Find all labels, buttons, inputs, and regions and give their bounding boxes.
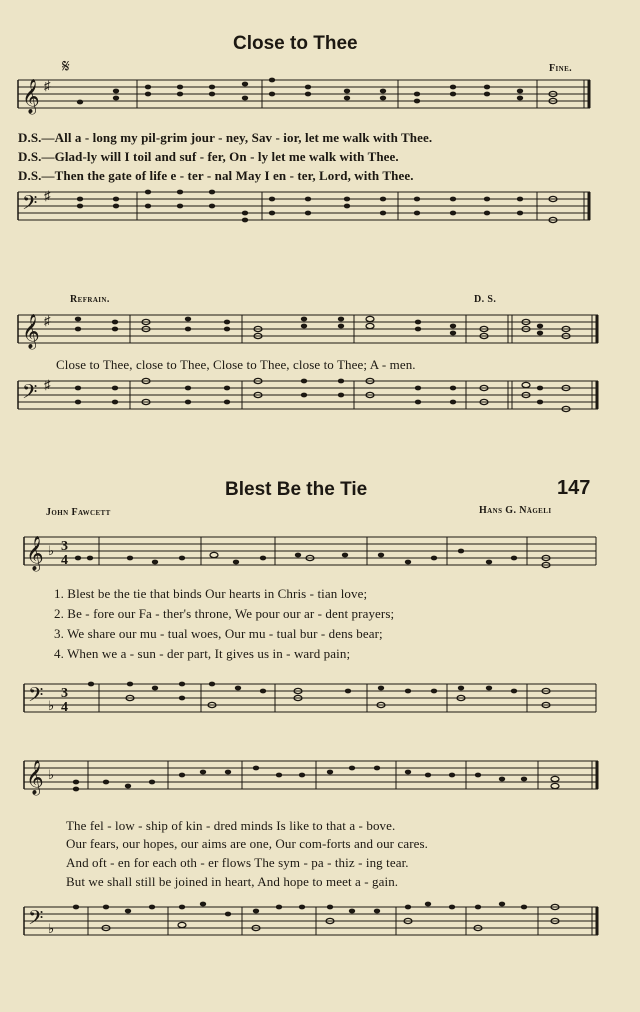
svg-text:♭: ♭ [48,921,55,936]
verse-line: 4. When we a - sun - der part, It gives us in - ward pain; [54,646,351,661]
music-staff-bass [0,903,640,955]
svg-text:♯: ♯ [44,377,51,392]
time-signature-bottom: 4 [61,553,68,568]
verse-line: The fel - low - ship of kin - dred minds Is like to that a - bove. [66,818,396,833]
verse-line: And oft - en for each oth - er flows The sym - pa - thiz - ing tear. [66,855,409,870]
svg-text:𝄢: 𝄢 [28,908,44,934]
music-staff-bass [0,680,640,732]
verse-line: D.S.—Glad-ly will I toil and suf - fer, On - ly let me walk with Thee. [18,149,399,164]
hymn-title: Close to Thee [233,33,358,54]
time-signature-top: 3 [61,539,68,554]
refrain-label: Refrain. [70,294,110,305]
svg-text:𝄞: 𝄞 [22,80,40,113]
note-heads [77,78,523,105]
hymn-number: 147 [557,477,591,499]
segno-sign: 𝄋 [62,56,70,76]
verse-line: But we shall still be joined in heart, And hope to meet a - gain. [66,874,399,889]
verse-line: 2. Be - fore our Fa - ther's throne, We pour our ar - dent prayers; [54,606,395,621]
svg-text:𝄞: 𝄞 [26,537,44,570]
svg-text:𝄢: 𝄢 [22,193,38,219]
svg-text:𝄞: 𝄞 [22,315,40,348]
svg-text:♯: ♯ [44,313,51,328]
fine-marking: Fine. [549,63,573,74]
svg-text:𝄢: 𝄢 [22,382,38,408]
music-staff-bass [0,188,640,238]
verse-line: 1. Blest be the tie that binds Our hearts in Chris - tian love; [54,586,368,601]
verse-line: D.S.—All a - long my pil-grim jour - ney, Sav - ior, let me walk with Thee. [18,130,433,145]
verse-line: D.S.—Then the gate of life e - ter - nal May I en - ter, Lord, with Thee. [18,168,414,183]
ds-marking: D. S. [474,294,497,305]
svg-text:𝄢: 𝄢 [28,685,44,711]
music-staff-treble [0,311,640,361]
music-staff-treble [0,533,640,585]
svg-text:3: 3 [61,686,68,701]
hymn-author: John Fawcett [46,507,111,518]
music-staff-treble [0,76,640,126]
music-staff-treble [0,757,640,809]
svg-text:♭: ♭ [48,767,55,782]
refrain-lyric: Close to Thee, close to Thee, Close to Thee, close to Thee; A - men. [56,357,416,372]
hymn-title: Blest Be the Tie [225,479,368,500]
verse-line: 3. We share our mu - tual woes, Our mu - tual bur - dens bear; [54,626,383,641]
verse-line: Our fears, our hopes, our aims are one, Our com-forts and our cares. [66,836,429,851]
hymn-composer: Hans G. Nägeli [479,505,552,516]
svg-text:𝄞: 𝄞 [26,761,44,794]
svg-text:♯: ♯ [44,78,51,93]
svg-text:♭: ♭ [48,698,55,713]
svg-text:♭: ♭ [48,543,55,558]
music-staff-bass [0,377,640,427]
svg-text:♯: ♯ [44,188,51,203]
svg-text:4: 4 [61,700,68,715]
